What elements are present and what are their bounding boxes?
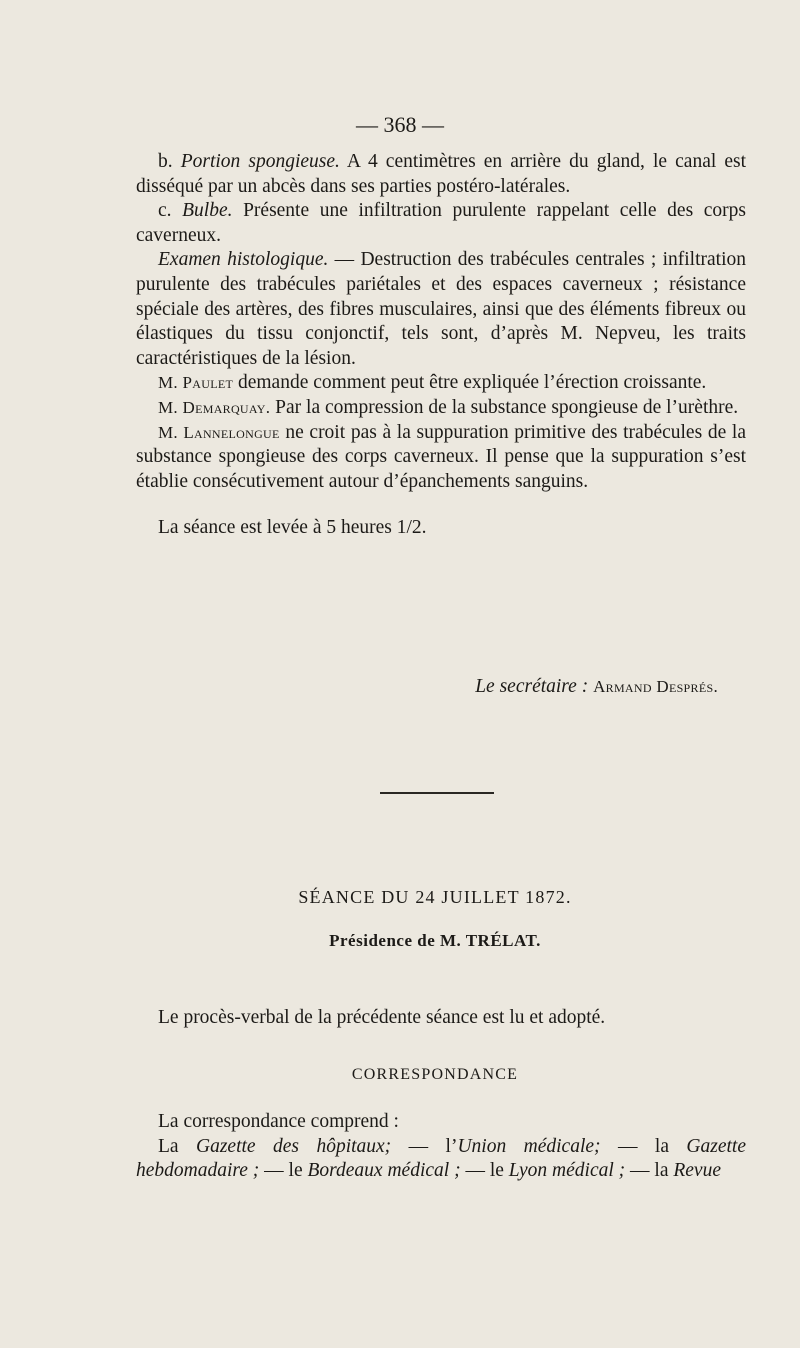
paragraph-lannelongue	[136, 421, 746, 495]
journal-text: — le	[259, 1160, 308, 1182]
speaker-text: demande comment peut être expliquée l’érection croissante.	[233, 372, 707, 394]
item-letter: c.	[158, 200, 172, 222]
paragraph-demarquay	[136, 396, 746, 421]
presidency-line: Présidence de M. TRÉLAT.	[329, 931, 541, 950]
paragraph-portion-spongieuse	[136, 150, 746, 199]
item-text: A 4 centimètres en arrière du gland, le canal est disséqué par un abcès dans ses parties postéro-latérales.	[136, 151, 746, 197]
minutes-paragraph: Le procès-verbal de la précédente séance est lu et adopté.	[158, 1007, 606, 1028]
journal-text: — l’	[391, 1135, 458, 1157]
case-report-section	[136, 150, 746, 541]
speaker-text: Par la compression de la substance spongieuse de l’urèthre.	[270, 396, 739, 418]
speaker-name: M. Lannelongue	[158, 422, 280, 442]
item-title: Portion spongieuse.	[180, 151, 340, 172]
page-number: — 368 —	[356, 112, 444, 137]
journal-text: — la	[600, 1135, 687, 1157]
journal-title: Union médicale;	[457, 1135, 601, 1157]
item-title: Bulbe.	[182, 200, 233, 222]
item-text: — Destruction des trabécules centrales ; infiltration purulente des trabécules pariétales et des espaces caverneux ; résistance spéciale des artères, des fibres musculaires, ainsi que des éléments fibreux ou élastiques du tissu conjonctif, tels sont, d’après M. Nepveu, les traits caractéristiques de la lésion.	[136, 249, 747, 369]
session-title: SÉANCE DU 24 JUILLET 1872.	[298, 887, 572, 907]
journal-title: Lyon médical ;	[508, 1160, 626, 1182]
journal-title: Revue	[673, 1160, 721, 1182]
speaker-text: ne croit pas à la suppuration primitive des trabécules de la substance spongieuse des corps caverneux. Il pense que la suppuration s’est établie consécutivement autour d’épanchements sanguins.	[136, 421, 746, 492]
item-title: Examen histologique.	[158, 249, 329, 271]
secretary-signature	[136, 676, 718, 698]
journal-text: La	[158, 1135, 197, 1157]
speaker-name: M. Paulet	[158, 373, 234, 393]
journal-title: Gazette des hôpitaux;	[196, 1135, 392, 1157]
item-text: Présente une infiltration purulente rappelant celle des corps caverneux.	[136, 200, 746, 246]
speaker-name: M. Demarquay.	[158, 397, 271, 417]
journal-text: — la	[625, 1160, 674, 1182]
item-letter: b.	[158, 151, 173, 172]
correspondence-journals	[136, 1135, 746, 1184]
signature-name: Armand Després.	[593, 677, 718, 696]
journal-title: Gazette hebdomadaire ;	[136, 1135, 746, 1182]
correspondence-intro: La correspondance comprend :	[158, 1111, 399, 1132]
paragraph-examen-histologique	[136, 248, 746, 371]
correspondence-section	[136, 1110, 746, 1184]
journal-title: Bordeaux médical ;	[307, 1160, 461, 1182]
paragraph-bulbe	[136, 199, 746, 248]
section-divider	[380, 792, 494, 794]
journal-text: — le	[460, 1160, 509, 1182]
paragraph-seance-levee: La séance est levée à 5 heures 1/2.	[158, 517, 427, 539]
paragraph-paulet	[136, 371, 746, 396]
signature-label: Le secrétaire :	[475, 676, 589, 697]
correspondence-heading: CORRESPONDANCE	[351, 1066, 519, 1083]
